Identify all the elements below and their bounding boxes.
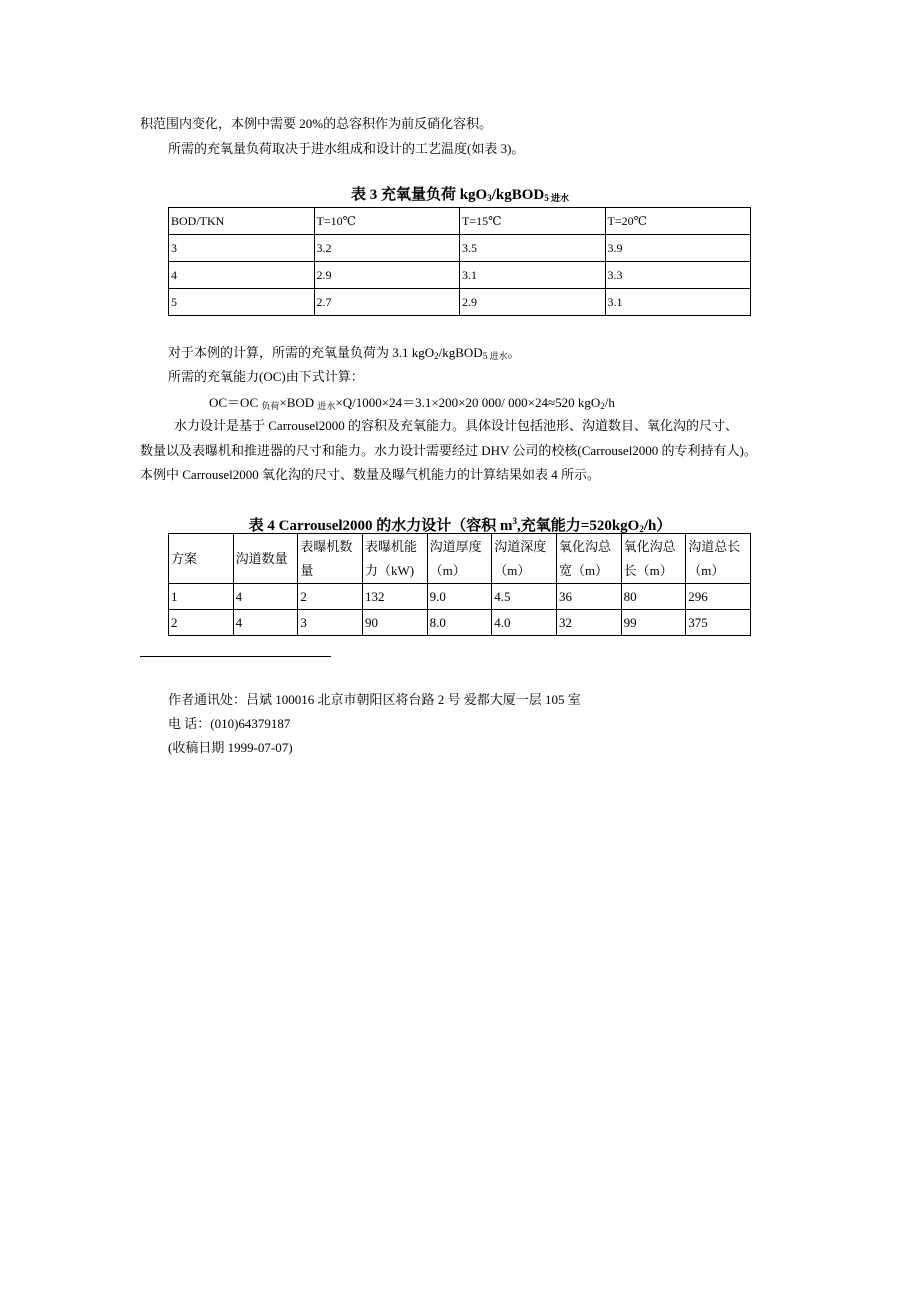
paragraph-line-5: 水力设计是基于 Carrousel2000 的容积及充氧能力。具体设计包括池形、沟道数目、氧化沟的尺寸、 (174, 418, 739, 433)
table-header-cell: T=10℃ (314, 208, 460, 235)
table-cell: 3 (169, 235, 315, 262)
table-cell: 3.5 (460, 235, 606, 262)
table-header-cell: 表曝机能 力（kW) (362, 534, 427, 584)
table-cell: 3.1 (460, 262, 606, 289)
table-cell: 80 (621, 584, 686, 610)
formula: OC＝OC $_{负荷}$×BOD $_{进水}$×Q/1000×24＝3.1×200×20 000/ 000×24≈520 kgO$_2$/h (209, 395, 615, 411)
table-cell: 5 (169, 289, 315, 316)
table-header-cell: 方案 (169, 534, 234, 584)
paragraph-line-7: 本例中 Carrousel2000 氧化沟的尺寸、数量及曝气机能力的计算结果如表 4 所示。 (140, 467, 601, 482)
table-cell: 8.0 (427, 610, 492, 636)
table-header-row (169, 534, 751, 584)
table-row (169, 262, 751, 289)
received-date: (收稿日期 1999-07-07) (168, 740, 293, 755)
table-header-cell: 表曝机数 量 (298, 534, 363, 584)
footnote-divider (140, 656, 331, 657)
table-header-cell: BOD/TKN (169, 208, 315, 235)
table-cell: 2 (169, 610, 234, 636)
paragraph-line-3: 对于本例的计算，所需的充氧量负荷为 3.1 kgO$_2$/kgBOD$_{5 进水}$。 (168, 345, 521, 361)
table-cell: 4 (169, 262, 315, 289)
table-cell: 1 (169, 584, 234, 610)
table-cell: 99 (621, 610, 686, 636)
author-address: 作者通讯处：吕斌 100016 北京市朝阳区将台路 2 号 爱都大厦一层 105 室 (168, 692, 581, 707)
table-cell: 3.3 (605, 262, 751, 289)
table-cell: 2.9 (460, 289, 606, 316)
table-row (169, 584, 751, 610)
table-cell: 132 (362, 584, 427, 610)
table3-oxygen-load (168, 207, 751, 316)
table-header-cell: T=15℃ (460, 208, 606, 235)
table-cell: 9.0 (427, 584, 492, 610)
table-row (169, 610, 751, 636)
table-cell: 375 (686, 610, 751, 636)
table-cell: 3.1 (605, 289, 751, 316)
table4-hydraulic-design (168, 533, 751, 636)
table-header-cell: 氧化沟总 长（m） (621, 534, 686, 584)
table-cell: 4 (233, 610, 298, 636)
table-cell: 4 (233, 584, 298, 610)
table-cell: 4.0 (492, 610, 557, 636)
author-phone: 电 话：(010)64379187 (168, 716, 291, 731)
table-cell: 36 (556, 584, 621, 610)
table-cell: 2 (298, 584, 363, 610)
table-header-cell: T=20℃ (605, 208, 751, 235)
table-cell: 296 (686, 584, 751, 610)
table-cell: 4.5 (492, 584, 557, 610)
table-cell: 2.9 (314, 262, 460, 289)
table-cell: 3.2 (314, 235, 460, 262)
table4-title: 表 4 Carrousel2000 的水力设计（容积 $m^3$,充氧能力=520kgO$_2$/h） (248, 516, 672, 534)
paragraph-line-4: 所需的充氧能力(OC)由下式计算： (168, 369, 364, 384)
paragraph-line-1: 积范围内变化，本例中需要 20%的总容积作为前反硝化容积。 (140, 116, 493, 131)
table-row (169, 289, 751, 316)
table-header-cell: 沟道深度 （m） (492, 534, 557, 584)
table-header-row (169, 208, 751, 235)
table-cell: 32 (556, 610, 621, 636)
table-header-cell: 沟道厚度 （m） (427, 534, 492, 584)
paragraph-line-6: 数量以及表曝机和推进器的尺寸和能力。水力设计需要经过 DHV 公司的校核(Carrousel2000 的专利持有人)。 (140, 443, 757, 458)
paragraph-line-2: 所需的充氧量负荷取决于进水组成和设计的工艺温度(如表 3)。 (168, 141, 525, 156)
table-header-cell: 沟道总长 （m） (686, 534, 751, 584)
table-cell: 3.9 (605, 235, 751, 262)
table-cell: 3 (298, 610, 363, 636)
table-cell: 90 (362, 610, 427, 636)
table-cell: 2.7 (314, 289, 460, 316)
table-row (169, 235, 751, 262)
table-header-cell: 沟道数量 (233, 534, 298, 584)
table-header-cell: 氧化沟总 宽（m） (556, 534, 621, 584)
table3-title: 表 3 充氧量负荷 kgO$_3$/kgBOD$_{5 进水}$ (350, 187, 570, 203)
